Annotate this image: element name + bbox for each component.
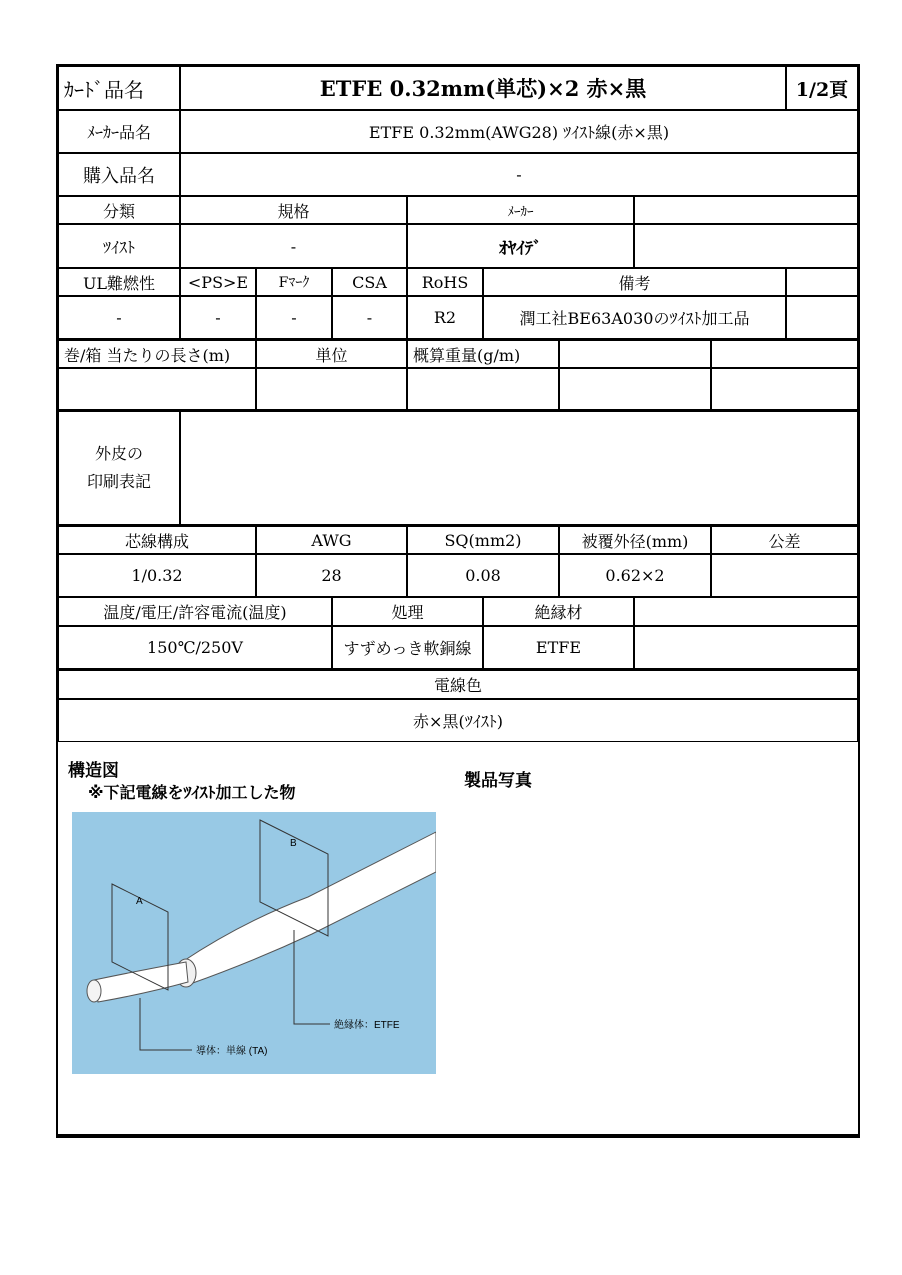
- spec-header: 規格: [180, 196, 407, 224]
- temperature-value: 150℃/250V: [58, 626, 332, 669]
- category-value: ﾂｲｽﾄ: [58, 224, 180, 268]
- insulator-label: 絶縁体：ETFE: [334, 1020, 400, 1031]
- packaging-blank-value-1: [559, 368, 711, 410]
- pse-value: -: [180, 296, 256, 339]
- spec-value: -: [180, 224, 407, 268]
- packaging-blank-value-2: [711, 368, 858, 410]
- length-header: 巻/箱 当たりの長さ(m): [58, 340, 256, 368]
- sheath-print-value: [180, 411, 858, 525]
- ratings-blank-value: [634, 626, 858, 669]
- wire-color-header: 電線色: [58, 670, 858, 699]
- ul-value: -: [58, 296, 180, 339]
- unit-value: [256, 368, 407, 410]
- category-header: 分類: [58, 196, 180, 224]
- cert-blank-header: [786, 268, 858, 296]
- treatment-value: すずめっき軟銅線: [332, 626, 483, 669]
- treatment-header: 処理: [332, 597, 483, 626]
- product-photo-title: 製品写真: [464, 771, 532, 791]
- card-name-value: ETFE 0.32mm(単芯)×2 赤×黒: [180, 66, 786, 110]
- wire-color-value: 赤×黒(ﾂｲｽﾄ): [58, 699, 858, 742]
- sq-header: SQ(mm2): [407, 526, 559, 554]
- sheath-print-label-line2: 印刷表記: [86, 472, 151, 491]
- classification-blank-value: [634, 224, 858, 268]
- packaging-blank-header-2: [711, 340, 858, 368]
- cert-blank-value: [786, 296, 858, 339]
- remarks-header: 備考: [483, 268, 786, 296]
- packaging-blank-header-1: [559, 340, 711, 368]
- outer-diameter-value: 0.62×2: [559, 554, 711, 597]
- tolerance-header: 公差: [711, 526, 858, 554]
- pse-header: <PS>E: [180, 268, 256, 296]
- card-name-label: ｶｰﾄﾞ品名: [58, 66, 180, 110]
- length-value: [58, 368, 256, 410]
- label-b: B: [290, 838, 297, 849]
- outer-diameter-header: 被覆外径(mm): [559, 526, 711, 554]
- ratings-blank-header: [634, 597, 858, 626]
- f-mark-value: -: [256, 296, 332, 339]
- core-structure-value: 1/0.32: [58, 554, 256, 597]
- maker-name-label: ﾒｰｶｰ品名: [58, 110, 180, 153]
- insulation-value: ETFE: [483, 626, 634, 669]
- conductor-end-face: [87, 980, 101, 1002]
- tolerance-value: [711, 554, 858, 597]
- classification-blank-header: [634, 196, 858, 224]
- label-a: A: [136, 896, 143, 907]
- csa-value: -: [332, 296, 407, 339]
- awg-header: AWG: [256, 526, 407, 554]
- conductor-label: 導体：単線 (TA): [196, 1046, 268, 1057]
- f-mark-header: Fﾏｰｸ: [256, 268, 332, 296]
- purchase-name-value: -: [180, 153, 858, 196]
- weight-value: [407, 368, 559, 410]
- spec-sheet: [56, 64, 860, 1138]
- remarks-value: 潤工社BE63A030のﾂｲｽﾄ加工品: [483, 296, 786, 339]
- maker-name-value: ETFE 0.32mm(AWG28) ﾂｲｽﾄ線(赤×黒): [180, 110, 858, 153]
- structure-note: ※下記電線をﾂｲｽﾄ加工した物: [88, 783, 296, 802]
- cable-structure-diagram: [72, 812, 436, 1074]
- sheath-print-label: [58, 411, 180, 525]
- awg-value: 28: [256, 554, 407, 597]
- weight-header: 概算重量(g/m): [407, 340, 559, 368]
- maker-value: ｵﾔｲﾃﾞ: [407, 224, 634, 268]
- core-structure-header: 芯線構成: [58, 526, 256, 554]
- ul-header: UL難燃性: [58, 268, 180, 296]
- temperature-header: 温度/電圧/許容電流(温度): [58, 597, 332, 626]
- sheath-print-label-line1: 外皮の: [94, 444, 143, 463]
- purchase-name-label: 購入品名: [58, 153, 180, 196]
- maker-header: ﾒｰｶｰ: [407, 196, 634, 224]
- insulation-header: 絶縁材: [483, 597, 634, 626]
- structure-title: 構造図: [68, 761, 119, 781]
- rohs-header: RoHS: [407, 268, 483, 296]
- csa-header: CSA: [332, 268, 407, 296]
- page-number: 1/2頁: [786, 66, 858, 110]
- unit-header: 単位: [256, 340, 407, 368]
- sq-value: 0.08: [407, 554, 559, 597]
- rohs-value: R2: [407, 296, 483, 339]
